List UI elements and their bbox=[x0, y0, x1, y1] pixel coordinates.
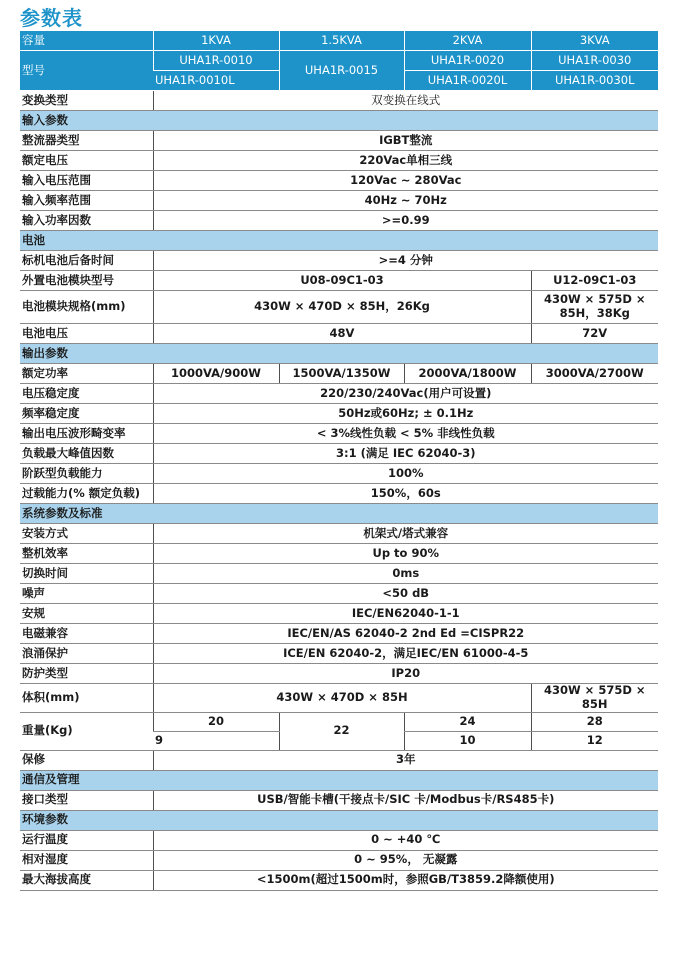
row-label: 浪涌保护 bbox=[20, 644, 153, 664]
row-value: 48V bbox=[153, 324, 531, 344]
row-value: 3:1 (满足 IEC 62040-3) bbox=[153, 444, 658, 464]
row-label: 防护类型 bbox=[20, 664, 153, 684]
section-title: 电池 bbox=[20, 231, 658, 251]
table-row bbox=[20, 850, 658, 870]
row-value: 12 bbox=[531, 731, 658, 750]
row-value: U08-09C1-03 bbox=[153, 271, 531, 291]
table-row bbox=[20, 790, 658, 810]
row-value: 100% bbox=[153, 464, 658, 484]
capacity-3kva: 3KVA bbox=[531, 31, 658, 51]
row-label: 相对湿度 bbox=[20, 850, 153, 870]
table-row bbox=[20, 712, 658, 731]
table-row bbox=[20, 191, 658, 211]
row-value: 2000VA/1800W bbox=[404, 364, 531, 384]
row-value: U12-09C1-03 bbox=[531, 271, 658, 291]
table-row bbox=[20, 424, 658, 444]
row-value: 20 bbox=[153, 712, 279, 731]
table-row bbox=[20, 91, 658, 111]
table-row bbox=[20, 171, 658, 191]
row-value: IGBT整流 bbox=[153, 131, 658, 151]
row-value: 0 ~ +40 ℃ bbox=[153, 830, 658, 850]
row-label: 额定电压 bbox=[20, 151, 153, 171]
table-row bbox=[20, 830, 658, 850]
row-label: 保修 bbox=[20, 750, 153, 770]
row-label: 标机电池后备时间 bbox=[20, 251, 153, 271]
row-value: 双变换在线式 bbox=[153, 91, 658, 111]
row-label: 过载能力(% 额定负载) bbox=[20, 484, 153, 504]
row-label: 重量(Kg) bbox=[20, 712, 153, 750]
table-row bbox=[20, 404, 658, 424]
table-row bbox=[20, 251, 658, 271]
row-value: 220Vac单相三线 bbox=[153, 151, 658, 171]
table-row bbox=[20, 524, 658, 544]
capacity-1kva: 1KVA bbox=[153, 31, 279, 51]
row-label: 安规 bbox=[20, 604, 153, 624]
row-value: 0 ~ 95%， 无凝露 bbox=[153, 850, 658, 870]
section-title: 输入参数 bbox=[20, 111, 658, 131]
capacity-2kva: 2KVA bbox=[404, 31, 531, 51]
table-row bbox=[20, 664, 658, 684]
table-row bbox=[20, 624, 658, 644]
row-label: 体积(mm) bbox=[20, 684, 153, 713]
table-row bbox=[20, 604, 658, 624]
row-value: 430W × 470D × 85H，26Kg bbox=[153, 291, 531, 324]
table-row bbox=[20, 644, 658, 664]
row-label: 电池模块规格(mm) bbox=[20, 291, 153, 324]
row-value: 50Hz或60Hz; ± 0.1Hz bbox=[153, 404, 658, 424]
section-header-input bbox=[20, 111, 658, 131]
row-value: >=0.99 bbox=[153, 211, 658, 231]
row-label: 电池电压 bbox=[20, 324, 153, 344]
row-label: 阶跃型负载能力 bbox=[20, 464, 153, 484]
capacity-label: 容量 bbox=[20, 31, 153, 51]
row-label: 输出电压波形畸变率 bbox=[20, 424, 153, 444]
section-title: 通信及管理 bbox=[20, 770, 658, 790]
row-value: ICE/EN 62040-2，满足IEC/EN 61000-4-5 bbox=[153, 644, 658, 664]
table-row bbox=[20, 271, 658, 291]
section-header-system bbox=[20, 504, 658, 524]
row-value: 430W × 470D × 85H bbox=[153, 684, 531, 713]
table-row bbox=[20, 131, 658, 151]
row-value: <1500m(超过1500m时，参照GB/T3859.2降额使用) bbox=[153, 870, 658, 890]
model-1kva-standard: UHA1R-0010 bbox=[153, 51, 279, 71]
table-row bbox=[20, 544, 658, 564]
row-label: 频率稳定度 bbox=[20, 404, 153, 424]
row-value: 430W × 575D × 85H bbox=[531, 684, 658, 713]
row-label: 运行温度 bbox=[20, 830, 153, 850]
row-value: IEC/EN62040-1-1 bbox=[153, 604, 658, 624]
section-title: 系统参数及标准 bbox=[20, 504, 658, 524]
table-row bbox=[20, 211, 658, 231]
row-value: IP20 bbox=[153, 664, 658, 684]
spec-table bbox=[20, 31, 658, 891]
model-2kva-long: UHA1R-0020L bbox=[404, 71, 531, 91]
row-value: >=4 分钟 bbox=[153, 251, 658, 271]
row-label: 电磁兼容 bbox=[20, 624, 153, 644]
row-label: 电压稳定度 bbox=[20, 384, 153, 404]
capacity-1-5kva: 1.5KVA bbox=[279, 31, 404, 51]
section-header-output bbox=[20, 344, 658, 364]
row-value: Up to 90% bbox=[153, 544, 658, 564]
table-row bbox=[20, 324, 658, 344]
row-label: 整机效率 bbox=[20, 544, 153, 564]
row-value: 9 bbox=[153, 731, 279, 750]
table-row bbox=[20, 384, 658, 404]
table-row bbox=[20, 564, 658, 584]
row-label: 负载最大峰值因数 bbox=[20, 444, 153, 464]
model-3kva-standard: UHA1R-0030 bbox=[531, 51, 658, 71]
row-value: USB/智能卡槽(干接点卡/SIC 卡/Modbus卡/RS485卡) bbox=[153, 790, 658, 810]
row-value: 150%，60s bbox=[153, 484, 658, 504]
row-value: 22 bbox=[279, 712, 404, 750]
row-value: 220/230/240Vac(用户可设置) bbox=[153, 384, 658, 404]
section-title: 输出参数 bbox=[20, 344, 658, 364]
table-row bbox=[20, 444, 658, 464]
row-value: 3年 bbox=[153, 750, 658, 770]
row-label: 输入频率范围 bbox=[20, 191, 153, 211]
row-label: 输入电压范围 bbox=[20, 171, 153, 191]
model-1-5kva: UHA1R-0015 bbox=[279, 51, 404, 91]
row-value: 24 bbox=[404, 712, 531, 731]
row-value: < 3%线性负载 < 5% 非线性负载 bbox=[153, 424, 658, 444]
row-label: 安装方式 bbox=[20, 524, 153, 544]
row-label: 最大海拔高度 bbox=[20, 870, 153, 890]
row-value: 0ms bbox=[153, 564, 658, 584]
row-value: 72V bbox=[531, 324, 658, 344]
row-value: 28 bbox=[531, 712, 658, 731]
table-row bbox=[20, 870, 658, 890]
row-label: 切换时间 bbox=[20, 564, 153, 584]
model-label: 型号 bbox=[20, 51, 153, 91]
table-row bbox=[20, 584, 658, 604]
row-value: 机架式/塔式兼容 bbox=[153, 524, 658, 544]
table-row bbox=[20, 291, 658, 324]
row-label: 整流器类型 bbox=[20, 131, 153, 151]
model-3kva-long: UHA1R-0030L bbox=[531, 71, 658, 91]
row-value: IEC/EN/AS 62040-2 2nd Ed =CISPR22 bbox=[153, 624, 658, 644]
section-title: 环境参数 bbox=[20, 810, 658, 830]
row-label: 输入功率因数 bbox=[20, 211, 153, 231]
table-row bbox=[20, 484, 658, 504]
table-row bbox=[20, 364, 658, 384]
row-label: 变换类型 bbox=[20, 91, 153, 111]
row-value: 430W × 575D × 85H，38Kg bbox=[531, 291, 658, 324]
capacity-row bbox=[20, 31, 658, 51]
table-row bbox=[20, 750, 658, 770]
section-header-env bbox=[20, 810, 658, 830]
table-row bbox=[20, 151, 658, 171]
row-label: 噪声 bbox=[20, 584, 153, 604]
row-value: 10 bbox=[404, 731, 531, 750]
model-row bbox=[20, 51, 658, 71]
page-title: 参数表 bbox=[20, 6, 83, 30]
table-row bbox=[20, 684, 658, 713]
row-value: <50 dB bbox=[153, 584, 658, 604]
table-row bbox=[20, 464, 658, 484]
row-value: 1000VA/900W bbox=[153, 364, 279, 384]
row-label: 额定功率 bbox=[20, 364, 153, 384]
row-value: 1500VA/1350W bbox=[279, 364, 404, 384]
row-value: 40Hz ~ 70Hz bbox=[153, 191, 658, 211]
row-value: 120Vac ~ 280Vac bbox=[153, 171, 658, 191]
row-label: 外置电池模块型号 bbox=[20, 271, 153, 291]
model-2kva-standard: UHA1R-0020 bbox=[404, 51, 531, 71]
row-label: 接口类型 bbox=[20, 790, 153, 810]
row-value: 3000VA/2700W bbox=[531, 364, 658, 384]
model-1kva-long: UHA1R-0010L bbox=[153, 71, 279, 91]
section-header-comm bbox=[20, 770, 658, 790]
section-header-battery bbox=[20, 231, 658, 251]
